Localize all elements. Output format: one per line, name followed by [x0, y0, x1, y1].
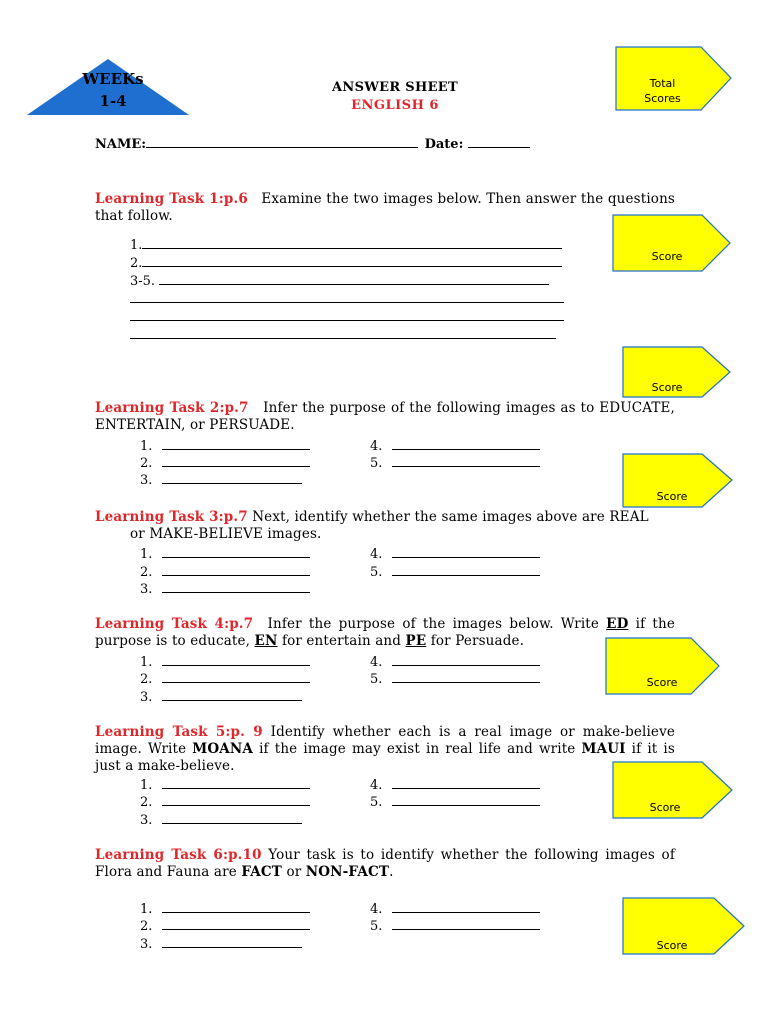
item-number: 2. [140, 919, 153, 934]
item-number: 5. [370, 919, 383, 934]
answer-line[interactable] [162, 545, 310, 558]
answer-line[interactable] [392, 454, 540, 467]
task-2-item-3 [140, 471, 302, 488]
task-5-item-4 [370, 776, 540, 793]
answer-line[interactable] [392, 776, 540, 789]
answer-line[interactable] [392, 545, 540, 558]
answer-line[interactable] [162, 776, 310, 789]
answer-line[interactable] [162, 454, 310, 467]
task-1-item-3-5 [130, 272, 549, 289]
answer-line[interactable] [162, 917, 310, 930]
code-en: EN [254, 633, 278, 649]
task-6-text-2: or [286, 864, 302, 880]
task-3-label: Learning Task 3:p.7 [95, 509, 248, 525]
task-2-item-4 [370, 437, 540, 454]
task-3-item-2 [140, 563, 310, 580]
task-5-text-1: Identify whether each is a real image or make-believe image. Write [95, 724, 675, 757]
learning-task-6 [95, 847, 675, 881]
task-4-text-1: Infer the purpose of the images below. Write [267, 616, 599, 632]
item-number: 3. [140, 690, 153, 705]
task-2-item-1 [140, 437, 310, 454]
task-5-score-box [612, 761, 734, 819]
task-1-extra-line[interactable] [130, 290, 564, 303]
date-label: Date: [424, 137, 464, 152]
learning-task-2 [95, 400, 675, 434]
task-2-item-2 [140, 454, 310, 471]
task-2-item-5 [370, 454, 540, 471]
task-6-text-3: . [389, 864, 394, 880]
task-3-instructions-b: or MAKE-BELIEVE images. [130, 526, 322, 542]
answer-line[interactable] [162, 471, 302, 484]
task-1-extra-line[interactable] [130, 326, 556, 339]
task-1-item-2 [130, 254, 562, 271]
item-number: 1. [140, 902, 153, 917]
total-scores-box [615, 46, 733, 111]
answer-line[interactable] [392, 793, 540, 806]
code-fact: FACT [241, 864, 282, 880]
task-4-text-4: for Persuade. [430, 633, 525, 649]
subject-title: ENGLISH 6 [351, 98, 439, 113]
task-4-item-3 [140, 688, 302, 705]
score-label: Score [646, 676, 678, 689]
item-number: 5. [370, 795, 383, 810]
task-1-item-1 [130, 236, 562, 253]
task-5-text-3: if it is just a make-believe. [95, 741, 675, 774]
item-number: 3. [140, 813, 153, 828]
answer-line[interactable] [392, 917, 540, 930]
task-5-item-1 [140, 776, 310, 793]
total-scores-line1: Total [649, 77, 676, 90]
total-scores-line2: Scores [644, 92, 681, 105]
task-1-extra-line[interactable] [130, 308, 564, 321]
task-4-text-2: if the purpose is to educate, [95, 616, 675, 649]
item-number: 4. [370, 547, 383, 562]
task-1b-score-box [622, 346, 732, 398]
item-number: 5. [370, 672, 383, 687]
task-6-item-1 [140, 900, 310, 917]
learning-task-4 [95, 616, 675, 650]
item-number: 3. [140, 473, 153, 488]
score-label: Score [651, 381, 683, 394]
item-number: 4. [370, 655, 383, 670]
answer-line[interactable] [162, 811, 302, 824]
score-label: Score [649, 801, 681, 814]
item-number: 3. [140, 582, 153, 597]
answer-line[interactable] [162, 653, 310, 666]
task-5-label: Learning Task 5:p. 9 [95, 724, 263, 740]
answer-line[interactable] [392, 670, 540, 683]
score-label: Score [651, 250, 683, 263]
item-number: 2. [140, 795, 153, 810]
item-number: 3. [140, 937, 153, 952]
answer-line[interactable] [162, 563, 310, 576]
task-4-item-1 [140, 653, 310, 670]
answer-line[interactable] [142, 236, 562, 249]
code-pe: PE [405, 633, 427, 649]
answer-line[interactable] [392, 900, 540, 913]
answer-line[interactable] [162, 793, 310, 806]
name-date-row [95, 135, 530, 152]
task-6-text-1: Your task is to identify whether the following images of Flora and Fauna are [95, 847, 675, 880]
name-label: NAME: [95, 137, 147, 152]
code-non-fact: NON-FACT [305, 864, 390, 880]
item-number: 2. [130, 256, 143, 271]
answer-line[interactable] [162, 688, 302, 701]
task-6-item-2 [140, 917, 310, 934]
task-3-instructions-a: Next, identify whether the same images above are REAL [252, 509, 649, 525]
item-number: 4. [370, 778, 383, 793]
task-2-score-box [622, 453, 734, 508]
item-number: 1. [140, 778, 153, 793]
item-number: 5. [370, 565, 383, 580]
task-4-label: Learning Task 4:p.7 [95, 616, 254, 632]
task-5-item-5 [370, 793, 540, 810]
score-label: Score [656, 939, 688, 952]
task-5-text-2: if the image may exist in real life and write [259, 741, 576, 757]
task-6-item-4 [370, 900, 540, 917]
task-6-item-3 [140, 935, 302, 952]
answer-line[interactable] [392, 437, 540, 450]
task-3-item-5 [370, 563, 540, 580]
score-label: Score [656, 490, 688, 503]
item-number: 5. [370, 456, 383, 471]
task-4-item-2 [140, 670, 310, 687]
task-5-item-2 [140, 793, 310, 810]
learning-task-1 [95, 191, 675, 225]
code-maui: MAUI [581, 741, 626, 757]
task-3-item-4 [370, 545, 540, 562]
answer-line[interactable] [392, 563, 540, 576]
answer-line[interactable] [162, 670, 310, 683]
learning-task-5 [95, 724, 675, 775]
code-ed: ED [606, 616, 629, 632]
item-number: 2. [140, 456, 153, 471]
date-field[interactable] [468, 135, 530, 148]
answer-line[interactable] [162, 437, 310, 450]
task-1-score-box [612, 214, 732, 272]
item-number: 4. [370, 439, 383, 454]
answer-line[interactable] [162, 580, 310, 593]
task-3-item-3 [140, 580, 310, 597]
learning-task-3 [95, 509, 675, 543]
item-number: 1. [140, 439, 153, 454]
task-6-score-box [622, 897, 746, 955]
name-field[interactable] [146, 135, 418, 148]
task-4-item-4 [370, 653, 540, 670]
task-4-text-3: for entertain and [281, 633, 402, 649]
weeks-badge [26, 58, 190, 116]
weeks-label: WEEKs [82, 70, 144, 88]
item-number: 2. [140, 565, 153, 580]
task-4-item-5 [370, 670, 540, 687]
item-number: 1. [140, 655, 153, 670]
answer-line[interactable] [162, 935, 302, 948]
item-number: 1. [130, 238, 143, 253]
answer-line[interactable] [392, 653, 540, 666]
item-number: 3-5. [130, 274, 156, 289]
answer-sheet-title: ANSWER SHEET [332, 80, 458, 95]
task-3-item-1 [140, 545, 310, 562]
item-number: 2. [140, 672, 153, 687]
task-5-item-3 [140, 811, 302, 828]
answer-line[interactable] [142, 254, 562, 267]
task-1-label: Learning Task 1:p.6 [95, 191, 248, 207]
task-4-score-box [605, 637, 721, 695]
task-2-instructions: Infer the purpose of the following images as to EDUCATE, ENTERTAIN, or PERSUADE. [95, 400, 675, 433]
answer-line[interactable] [159, 272, 549, 285]
task-2-label: Learning Task 2:p.7 [95, 400, 249, 416]
item-number: 1. [140, 547, 153, 562]
weeks-range: 1-4 [99, 92, 127, 110]
task-6-label: Learning Task 6:p.10 [95, 847, 262, 863]
task-1-instructions: Examine the two images below. Then answer the questions that follow. [95, 191, 675, 224]
task-6-item-5 [370, 917, 540, 934]
code-moana: MOANA [192, 741, 254, 757]
item-number: 4. [370, 902, 383, 917]
answer-line[interactable] [162, 900, 310, 913]
